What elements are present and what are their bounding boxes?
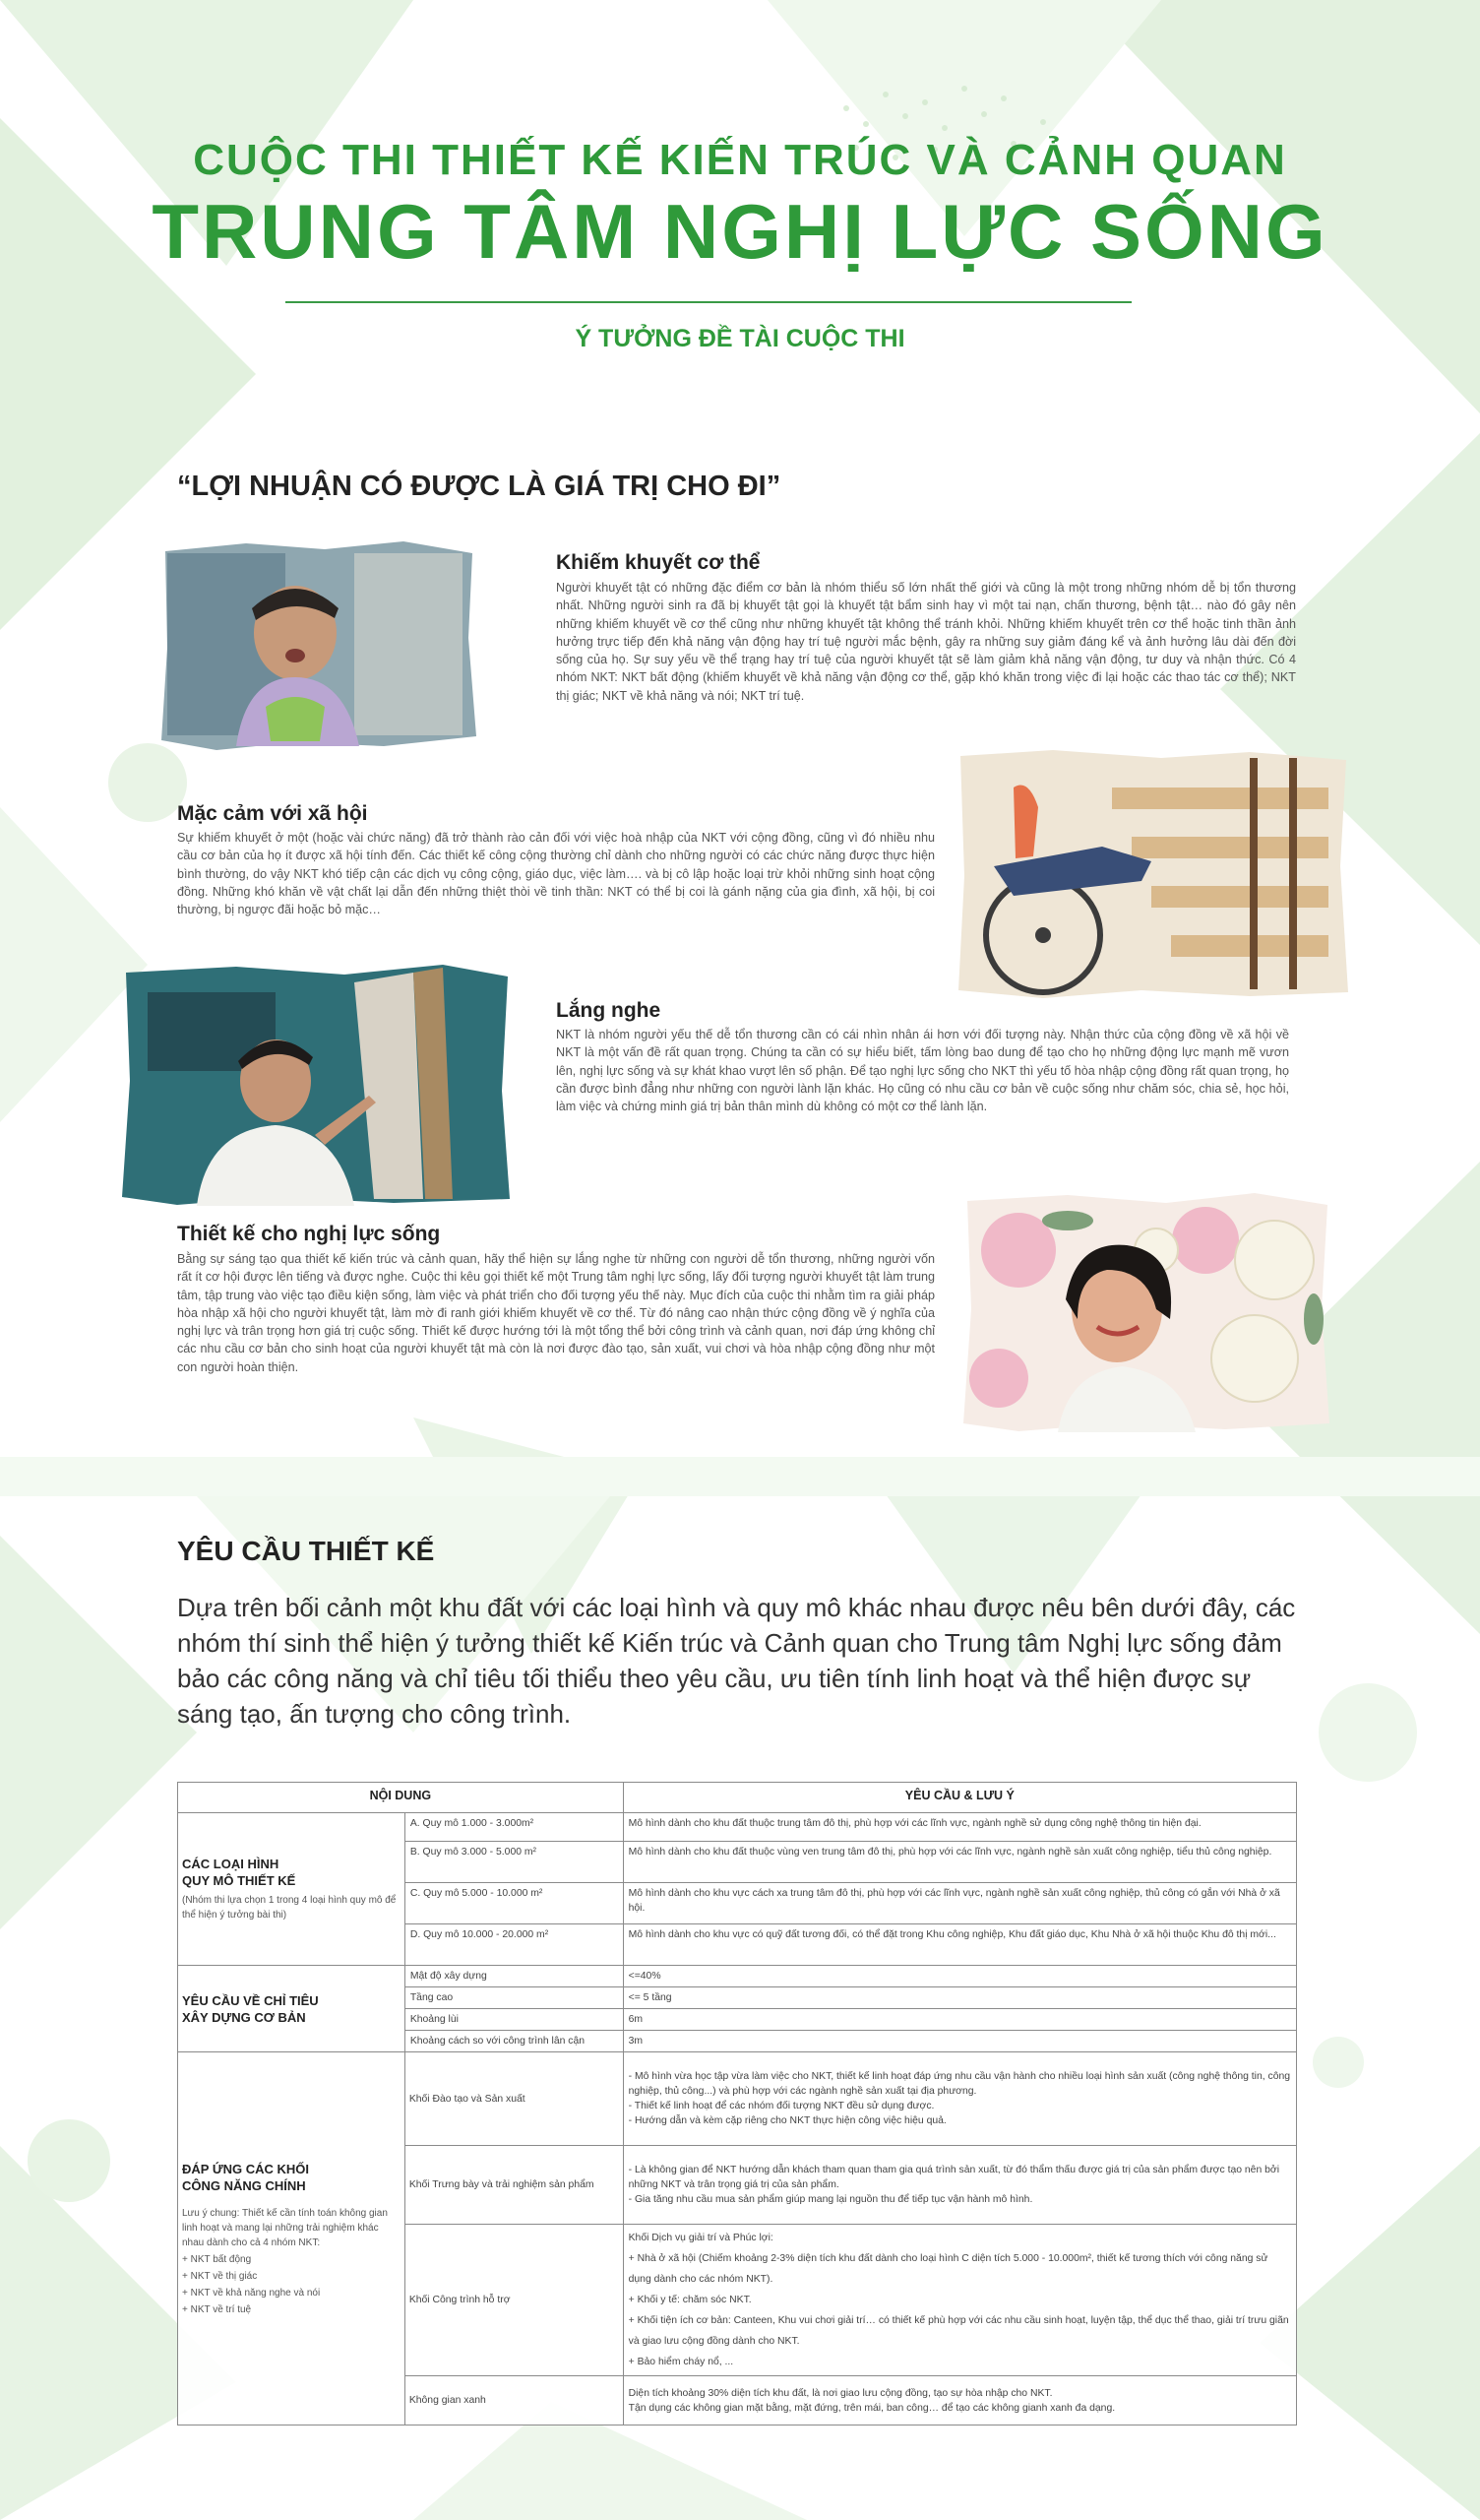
row-desc (623, 2146, 1296, 2225)
row-desc: <=40% (623, 1966, 1296, 1987)
contest-subtitle: Ý TƯỞNG ĐỀ TÀI CUỘC THI (575, 325, 905, 352)
row-item: A. Quy mô 1.000 - 3.000m² (404, 1813, 623, 1842)
row-desc: Mô hình dành cho khu đất thuộc vùng ven trung tâm đô thị, phù hợp với các lĩnh vực, ngành nghề sản xuất công nghiệp, tiểu thủ công nghiệp. (623, 1842, 1296, 1883)
row-item: B. Quy mô 3.000 - 5.000 m² (404, 1842, 623, 1883)
row-desc: Mô hình dành cho khu vực có quỹ đất tương đối, có thể đặt trong Khu công nghiệp, Khu đất giáo dục, Khu Nhà ở xã hội thuộc Khu đô thị mới... (623, 1924, 1296, 1966)
row-item: Khoảng cách so với công trình lân cận (404, 2031, 623, 2052)
group-functions (178, 2052, 405, 2426)
desc-line: - Hướng dẫn và kèm cặp riêng cho NKT thực hiện công việc hiệu quả. (628, 2115, 947, 2126)
desc-line: Tận dụng các không gian mặt bằng, mặt đứng, trên mái, ban công… để tạo các không gianh xanh đa dạng. (628, 2402, 1116, 2414)
title-divider (285, 301, 1132, 303)
group-note-item: + NKT bất động (182, 2253, 252, 2265)
row-desc (623, 2052, 1296, 2146)
col-header-content: NỘI DUNG (178, 1783, 624, 1813)
row-item: Khối Đào tạo và Sản xuất (404, 2052, 623, 2146)
desc-line: + Khối y tế: chăm sóc NKT. (628, 2295, 752, 2305)
row-item: C. Quy mô 5.000 - 10.000 m² (404, 1883, 623, 1924)
desc-line: Khối Dịch vụ giải trí và Phúc lợi: (628, 2233, 773, 2243)
desc-line: - Mô hình vừa học tập vừa làm việc cho NKT, thiết kế linh hoạt đáp ứng nhu cầu vận hành cho nhiều loại hình sản xuất (công nghệ thông tin, công nghiệp, thủ công...) và phù hợp với các ngành nghề sản xuất tại địa phương. (628, 2071, 1291, 2097)
section-heading-social: Mặc cảm với xã hội (177, 802, 368, 825)
section-text-listen: NKT là nhóm người yếu thế dễ tổn thương cần có cái nhìn nhân ái hơn với đối tượng này. Nhận thức của cộng đồng về xã hội về NKT là một vấn đề rất quan trọng. Chúng ta cần có sự hiểu biết, tấm lòng bao dung để tạo cho họ những động lực mạnh mẽ vươn lên, nghị lực sống và sự khát khao vượt lên số phận. Để tạo nghị lực sống cho NKT thì yếu tố hòa nhập cộng đồng rất quan trọng, họ cần được bình đẳng như những con người lành lặn khác. Họ cũng có nhu cầu cơ bản về cuộc sống như chăm sóc, chia sẻ, học hỏi, làm việc và chứng minh giá trị bản thân mình dù không có một cơ thể lành lặn. (556, 1028, 1289, 1114)
section-heading-physical: Khiếm khuyết cơ thể (556, 551, 761, 574)
row-desc (623, 2225, 1296, 2376)
table-header-row (178, 1783, 1297, 1813)
row-desc: 3m (623, 2031, 1296, 2052)
design-requirements-table (177, 1782, 1297, 2426)
group-scale (178, 1813, 405, 1966)
woman-flowers-photo (959, 1191, 1333, 1432)
group-note-item: + NKT về thị giác (182, 2270, 258, 2282)
section-text-design: Bằng sự sáng tạo qua thiết kế kiến trúc và cảnh quan, hãy thể hiện sự lắng nghe từ những con người dễ tổn thương, những người vốn rất ít cơ hội được lên tiếng và được nghe. Cuộc thi kêu gọi thiết kế một Trung tâm nghị lực sống, lấy đối tượng người khuyết tật làm trung tâm, tập trung vào việc tạo điều kiện sống, làm việc và phát triển cho đối tượng yếu thế này. Mục đích của cuộc thi nhằm tìm ra giải pháp hòa nhập xã hội cho người khuyết tật, làm mờ đi ranh giới khiếm khuyết về cơ thể. Từ đó nâng cao nhận thức cộng đồng về ý nghĩa của nghị lực và trân trọng hơn giá trị cuộc sống. Thiết kế được hướng tới là một tổng thể bởi công trình và cảnh quan, nơi đáp ứng không chỉ các nhu cầu cơ bản cho sinh hoạt của người khuyết tật mà còn là nơi được đào tạo, sản xuất, vui chơi và hòa nhập cộng đồng như một con người hoàn thiện. (177, 1252, 935, 1374)
table-row (178, 1966, 1297, 1987)
row-item: D. Quy mô 10.000 - 20.000 m² (404, 1924, 623, 1966)
desc-line: + Khối tiện ích cơ bản: Canteen, Khu vui chơi giải trí… có thiết kế phù hợp với các nhu cầu sinh hoạt, luyện tập, thể dục thể thao, giải trí trưu giãn và giao lưu cộng đồng dành cho NKT. (628, 2315, 1289, 2347)
group-note-item: + NKT về khả năng nghe và nói (182, 2287, 321, 2299)
contest-title-line1: CUỘC THI THIẾT KẾ KIẾN TRÚC VÀ CẢNH QUAN (193, 136, 1287, 184)
row-desc: <= 5 tầng (623, 1987, 1296, 2009)
section-heading-listen: Lắng nghe (556, 999, 661, 1022)
contest-title-line2: TRUNG TÂM NGHỊ LỰC SỐNG (152, 188, 1328, 275)
section-text-social: Sự khiếm khuyết ở một (hoặc vài chức năng) đã trở thành rào cản đối với việc hoà nhập của NKT với cộng đồng, cũng vì đó nhiều nhu cầu cơ bản của họ ít được xã hội tính đến. Các thiết kế công cộng thường chỉ dành cho những người có các chức năng được thực hiện bình thường, do vậy NKT khó tiếp cận các dịch vụ công cộng, giáo dục, việc làm…. và bị cô lập hoặc loại trừ khỏi những sinh hoạt cộng đồng. Những khó khăn về vật chất lại dẫn đến những thiệt thòi về tinh thần: NKT có thể bị coi là gánh nặng của gia đình, xã hội, bị coi thường, bị ngược đãi hoặc bỏ mặc… (177, 831, 935, 917)
group-title: CÁC LOẠI HÌNH (182, 1857, 279, 1871)
row-item: Khối Công trình hỗ trợ (404, 2225, 623, 2376)
requirements-intro: Dựa trên bối cảnh một khu đất với các loại hình và quy mô khác nhau được nêu bên dưới đây, các nhóm thí sinh thể hiện ý tưởng thiết kế Kiến trúc và Cảnh quan cho Trung tâm Nghị lực sống đảm bảo các công năng và chỉ tiêu tối thiểu theo yêu cầu, ưu tiên tính linh hoạt và thể hiện được sự sáng tạo, ấn tượng cho công trình. (177, 1593, 1296, 1729)
row-desc (623, 2376, 1296, 2426)
group-note: (Nhóm thi lựa chọn 1 trong 4 loại hình quy mô để thể hiện ý tưởng bài thi) (182, 1895, 397, 1921)
desc-line: + Bảo hiểm cháy nổ, ... (628, 2357, 734, 2367)
section-heading-design: Thiết kế cho nghị lực sống (177, 1223, 441, 1245)
row-item: Không gian xanh (404, 2376, 623, 2426)
row-item: Khối Trưng bày và trải nghiệm sản phẩm (404, 2146, 623, 2225)
desc-line: + Nhà ở xã hội (Chiếm khoảng 2-3% diện tích khu đất dành cho loại hình C diện tích 5.000 - 10.000m², thiết kế tương thích với công năng sử dụng dành cho các nhóm NKT). (628, 2253, 1268, 2285)
group-title: CÔNG NĂNG CHÍNH (182, 2177, 306, 2193)
desc-line: - Là không gian để NKT hướng dẫn khách tham quan tham gia quá trình sản xuất, từ đó thẩm thấu được giá trị của sản phẩm được tạo nên bởi những NKT và trân trọng giá trị của sản phẩm. (628, 2165, 1280, 2190)
slogan: “LỢI NHUẬN CÓ ĐƯỢC LÀ GIÁ TRỊ CHO ĐI” (177, 471, 781, 502)
group-note-item: + NKT về trí tuệ (182, 2303, 252, 2315)
wheelchair-photo (955, 748, 1352, 999)
group-note: Lưu ý chung: Thiết kế cần tính toán không gian linh hoạt và mang lại những trải nghiệm khác nhau dành cho cả 4 nhóm NKT: (182, 2207, 388, 2248)
desc-line: - Thiết kế linh hoạt để các nhóm đối tượng NKT đều sử dụng được. (628, 2101, 935, 2111)
row-item: Mật độ xây dựng (404, 1966, 623, 1987)
group-title: XÂY DỰNG CƠ BẢN (182, 2009, 306, 2025)
desc-line: Diện tích khoảng 30% diện tích khu đất, là nơi giao lưu cộng đồng, tạo sự hòa nhập cho NKT. (628, 2387, 1053, 2399)
group-title: ĐÁP ỨNG CÁC KHỐI (182, 2161, 309, 2176)
group-build-index (178, 1966, 405, 2052)
table-row (178, 2052, 1297, 2146)
group-title: QUY MÔ THIẾT KẾ (182, 1873, 296, 1888)
row-item: Tầng cao (404, 1987, 623, 2009)
painter-photo (118, 963, 514, 1206)
row-desc: Mô hình dành cho khu đất thuộc trung tâm đô thị, phù hợp với các lĩnh vực, ngành nghề sử dụng công nghệ thông tin hiện đại. (623, 1813, 1296, 1842)
boy-photo (157, 539, 477, 751)
row-desc: 6m (623, 2009, 1296, 2031)
col-header-requirements: YÊU CẦU & LƯU Ý (623, 1783, 1296, 1813)
desc-line: - Gia tăng nhu cầu mua sản phẩm giúp mang lại nguồn thu để tiếp tục vận hành mô hình. (628, 2194, 1033, 2205)
group-title: YÊU CẦU VỀ CHỈ TIÊU (182, 1992, 319, 2008)
row-item: Khoảng lùi (404, 2009, 623, 2031)
table-row (178, 1813, 1297, 1842)
row-desc: Mô hình dành cho khu vực cách xa trung tâm đô thị, phù hợp với các lĩnh vực, ngành nghề sản xuất công nghiệp, thủ công có gắn với Nhà ở xã hội. (623, 1883, 1296, 1924)
requirements-heading: YÊU CẦU THIẾT KẾ (177, 1536, 435, 1566)
section-text-physical: Người khuyết tật có những đặc điểm cơ bản là nhóm thiểu số lớn nhất thế giới và cũng là một trong những nhóm dễ bị tổn thương nhất. Những người sinh ra đã bị khuyết tật gọi là khuyết tật bẩm sinh hay vì một tai nạn, chấn thương, bệnh tật… nào đó gây nên những khiếm khuyết về cơ thể cũng như những khuyết tật không thể tránh khỏi. Những khiếm khuyết trên cơ thể hoặc tinh thần ảnh hưởng trực tiếp đến khả năng vận động hay trí tuệ người mắc bệnh, gây ra những suy giảm đáng kể và ảnh hưởng lâu dài đến đời sống của họ. Sự suy yếu về thể trạng hay trí tuệ của người khuyết tật sẽ làm giảm khả năng vận động, tư duy và nhận thức. Có 4 nhóm NKT: NKT bất động (khiếm khuyết về khả năng vận động cơ thể, gặp khó khăn trong việc đi lại hoặc các thao tác cơ thể); NKT thị giác; NKT về khả năng và nói; NKT trí tuệ. (556, 581, 1296, 703)
